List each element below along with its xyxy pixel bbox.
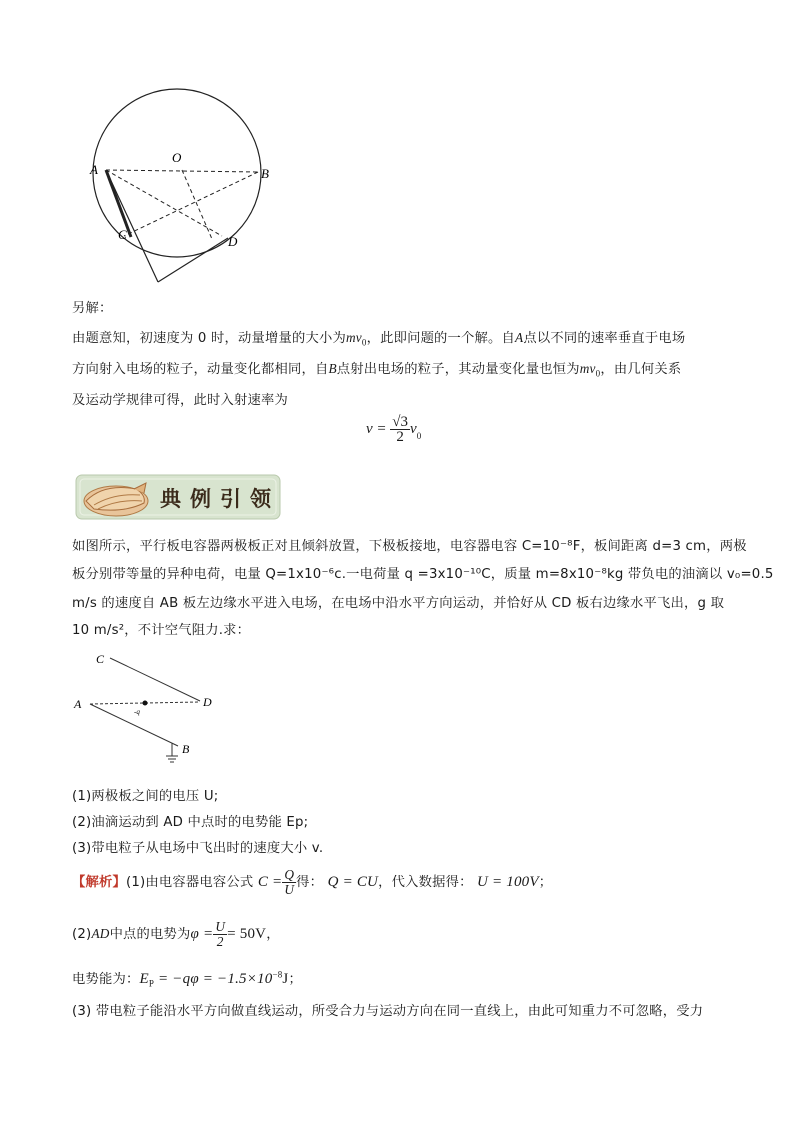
question-1: (1)两极板之间的电压 U; <box>72 789 219 804</box>
alt-heading: 另解： <box>72 301 113 316</box>
label-c: C <box>96 652 105 666</box>
analysis-line-3: 电势能为：$E_P = -q\varphi = -1.5\times 10^{-8}J$； <box>72 969 302 989</box>
chord-bc <box>124 172 258 236</box>
analysis-line-1: 【解析】(1)由电容器电容公式 C = $\frac{Q}{U}$ 得： Q = CU，代入数据得： U = 100V； <box>72 866 553 897</box>
label-d: D <box>228 234 238 249</box>
alt-line-3: 及运动学规律可得，此时入射速率为 <box>72 393 288 408</box>
tangent-line <box>158 238 228 282</box>
velocity-formula: v = $\frac{√3}{2}$ $v_0$ <box>366 414 422 445</box>
banner-title: 典例引领 <box>160 486 280 511</box>
label-q: -q <box>134 708 140 716</box>
analysis-line-2: (2)AD中点的电势为φ = $\frac{U}{2}$ = 50V， <box>72 918 280 949</box>
label-c: C <box>118 227 127 242</box>
problem-line-1: 如图所示，平行板电容器两极板正对且倾斜放置，下极板接地，电容器电容 C=10⁻⁸F，板间距离 d=3 cm，两极 <box>72 539 747 554</box>
oil-drop <box>143 701 148 706</box>
question-3: (3)带电粒子从电场中飞出时的速度大小 v. <box>72 841 324 856</box>
problem-line-2: 板分别带等量的异种电荷，电量 Q=1x10⁻⁶c.一电荷量 q =3x10⁻¹⁰C，质量 m=8x10⁻⁸kg 带负电的油滴以 v₀=0.5 <box>72 567 774 582</box>
alt-line-2: 方向射入电场的粒子，动量变化都相同，自B点射出电场的粒子，其动量变化量也恒为$mv_0$，由几何关系 <box>72 361 682 379</box>
label-d: D <box>203 695 212 709</box>
question-2: (2)油滴运动到 AD 中点时的电势能 Ep; <box>72 815 309 830</box>
label-o: O <box>172 150 182 165</box>
example-banner <box>74 471 282 523</box>
plate-cd <box>110 658 200 701</box>
problem-line-4: 10 m/s²，不计空气阻力.求： <box>72 623 251 638</box>
analysis-tag: 【解析】 <box>72 875 126 890</box>
label-a: A <box>90 162 98 177</box>
analysis-line-4: (3) 带电粒子能沿水平方向做直线运动，所受合力与运动方向在同一直线上，由此可知重力不可忽略，受力 <box>72 1004 704 1019</box>
label-a: A <box>74 697 82 711</box>
alt-line-1: 由题意知，初速度为 0 时，动量增量的大小为$mv_0$，此即问题的一个解。自A点以不同的速率垂直于电场 <box>72 330 686 348</box>
label-b: B <box>182 742 190 756</box>
figure-capacitor <box>70 646 230 774</box>
label-b: B <box>261 166 269 181</box>
figure-circle-diagram <box>84 86 294 291</box>
problem-line-3: m/s 的速度自 AB 板左边缘水平进入电场，在电场中沿水平方向运动，并恰好从 CD 板右边缘水平飞出，g 取 <box>72 596 725 611</box>
extension-line <box>106 170 158 282</box>
line-od <box>182 170 212 239</box>
